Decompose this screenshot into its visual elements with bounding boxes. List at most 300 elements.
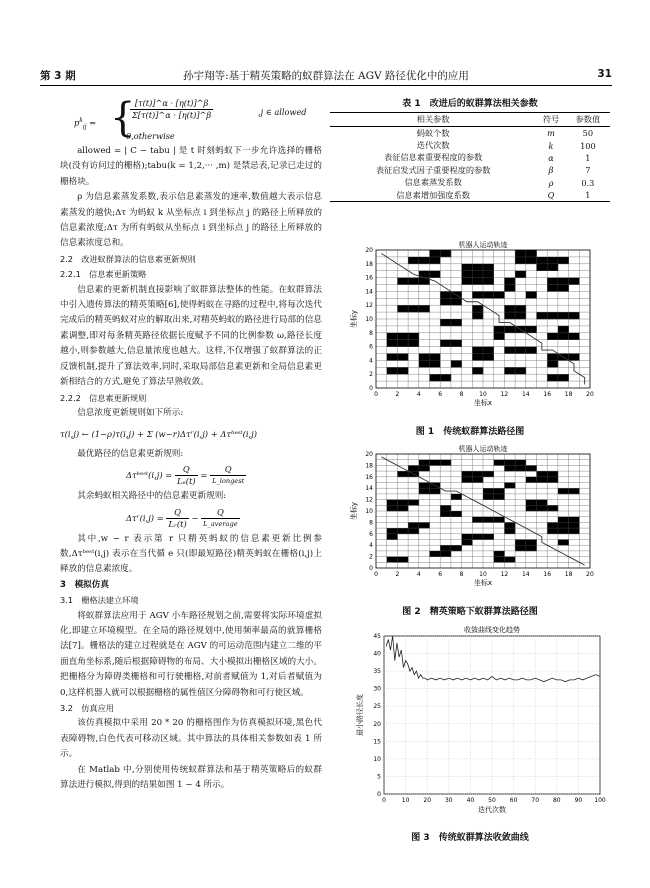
obstacle-cell [472, 367, 483, 374]
obstacle-cell [462, 271, 473, 278]
obstacle-cell [483, 517, 494, 523]
obstacle-cell [569, 517, 580, 523]
obstacle-cell [515, 250, 526, 257]
obstacle-cell [504, 465, 515, 471]
obstacle-cell [483, 291, 494, 298]
y-tick-label: 4 [369, 542, 373, 550]
x-tick-label: 10 [479, 571, 487, 578]
probability-equation: $p^k_{ij}$ = { $\frac{[\tau(t)]\^{}\alpha \cdot [\eta(t)]\^{}\beta}{\Sigma[\tau(t)]\^{}\alpha \cdot [\eta(t)]\^{}\beta}$ ,j ∈ allowed 0,otherwise [60, 96, 322, 144]
y-tick-label: 14 [365, 485, 373, 493]
th-symbol: 符号 [536, 113, 565, 127]
para-matlab: 在 Matlab 中,分别使用传统蚁群算法和基于精英策略后的蚁群算法进行模拟,得到的结果如图 1 − 4 所示。 [60, 764, 322, 791]
obstacle-cell [526, 465, 537, 471]
obstacle-cell [483, 347, 494, 354]
heading-2-2-2: 2.2.2 信息素更新规则 [60, 392, 147, 403]
para-grid-env: 将蚁群算法应用于 AGV 小车路径规划之前,需要将实际环境虚拟化,即建立环境模型。在全局的路径规划中,使用频率最高的就算栅格法[7]。栅格法的建立过程就是在 AGV 的可运动范围内建立二维的平面直角坐标系,随后根据障碍物的布局、大小模拟出栅格区域的大小。把栅格分为障碍类栅格和可行驶栅格,对前者赋值为 1,对后者赋值为 0,这样机器人就可以根据栅格的属性值区分障碍物和可行使区域。 [60, 610, 322, 698]
obstacle-cell [462, 477, 473, 483]
obstacle-cell [504, 528, 515, 534]
y-tick-label: 10 [365, 316, 373, 323]
eq-best-frac2 [210, 464, 246, 487]
obstacle-cell [526, 291, 537, 298]
x-tick-label: 2 [395, 391, 400, 398]
obstacle-cell [494, 333, 505, 340]
y-tick-label: 18 [365, 462, 373, 470]
obstacle-cell [397, 354, 408, 361]
x-tick-label: 20 [586, 391, 594, 398]
y-tick-label: 8 [369, 329, 373, 337]
obstacle-cell [419, 354, 430, 361]
y-tick-label: 35 [373, 668, 381, 676]
y-tick-label: 25 [373, 703, 381, 711]
obstacle-cell [558, 374, 569, 381]
obstacle-cell [430, 374, 441, 381]
eq-best-d2: L_longest [212, 477, 245, 486]
eq-numerator: [τ(t)]^α · [η(t)]^β [130, 98, 213, 110]
cell-param: 迭代次数 [416, 140, 450, 151]
y-tick-label: 5 [377, 773, 381, 781]
obstacle-cell [537, 505, 548, 511]
obstacle-cell [526, 257, 537, 264]
obstacle-cell [494, 291, 505, 298]
obstacle-cell [462, 471, 473, 477]
obstacle-cell [483, 494, 494, 500]
obstacle-cell [408, 500, 419, 506]
para-rho: ρ 为信息素蒸发系数,表示信息素蒸发的速率,数值越大表示信息素蒸发的越快;Δτ 为蚂蚁 k 从坐标点 i 到坐标点 j 的路径上所释放的信息素浓度;Δτ 为所有蚂蚁从坐标点 i 到坐标点 j 的路径上所释放的信息素浓度总和。 [60, 192, 322, 249]
obstacle-cell [558, 278, 569, 285]
cell-param: 信息素蒸发系数 [404, 177, 462, 188]
obstacle-cell [419, 460, 430, 466]
obstacle-cell [515, 347, 526, 354]
obstacle-cell [547, 505, 558, 511]
y-tick-label: 4 [369, 357, 373, 365]
table-row [330, 127, 610, 140]
para-other-rule: 其余蚂蚁相关路径中的信息素更新规则: [77, 491, 227, 502]
issue-number: 第 3 期 [40, 70, 76, 82]
obstacle-cell [472, 271, 483, 278]
eq-other-minus: − [191, 512, 199, 523]
obstacle-cell [558, 333, 569, 340]
obstacle-cell [430, 488, 441, 494]
eq-other-d1: Lᵣ(t) [168, 518, 187, 529]
obstacle-cell [569, 333, 580, 340]
obstacle-cell [408, 257, 419, 264]
obstacle-cell [472, 477, 483, 483]
obstacle-cell [430, 257, 441, 264]
obstacle-cell [547, 374, 558, 381]
obstacle-cell [472, 347, 483, 354]
th-value: 参数值 [566, 113, 610, 127]
para-simulation: 该仿真模拟中采用 20 * 20 的栅格图作为仿真模拟环境,黑色代表障碍物,白色代表可移动区域。其中算法的具体相关参数如表 1 所示。 [60, 718, 322, 760]
running-header [40, 68, 612, 84]
obstacle-cell [472, 278, 483, 285]
x-axis-label: 坐标x [473, 579, 493, 587]
obstacle-cell [408, 278, 419, 285]
y-tick-label: 20 [365, 451, 373, 458]
chart-title: 机器人运动轨迹 [458, 445, 508, 453]
obstacle-cell [483, 354, 494, 361]
obstacle-cell [430, 271, 441, 278]
y-tick-label: 8 [369, 519, 373, 527]
eq-p-sub: ij [82, 123, 87, 131]
obstacle-cell [483, 264, 494, 271]
obstacle-cell [472, 471, 483, 477]
cell-symbol: m [547, 128, 555, 139]
cell-param: 信息素增加强度系数 [330, 189, 536, 202]
obstacle-cell [451, 319, 462, 326]
obstacle-cell [483, 471, 494, 477]
figure-2-grid-path [348, 440, 610, 594]
obstacle-cell [504, 483, 515, 489]
obstacle-cell [526, 326, 537, 333]
obstacle-cell [440, 505, 451, 511]
obstacle-cell [408, 465, 419, 471]
x-tick-label: 10 [401, 797, 410, 804]
running-title: 孙宇翔等:基于精英策略的蚁群算法在 AGV 路径优化中的应用 [183, 70, 469, 82]
obstacle-cell [526, 347, 537, 354]
obstacle-cell [430, 460, 441, 466]
y-axis-label: 最小路径长度 [356, 694, 364, 736]
obstacle-cell [494, 494, 505, 500]
obstacle-cell [440, 511, 451, 517]
y-tick-label: 16 [365, 473, 373, 481]
obstacle-cell [419, 257, 430, 264]
eq-update-rule: τ(i,j) ← (1−ρ)τ(i,j) + Σ (w−r)Δτʳ(i,j) + Δτᵇᵉˢᵗ(i,j) [60, 429, 258, 440]
obstacle-cell [537, 257, 548, 264]
obstacle-cell [558, 285, 569, 292]
y-tick-label: 40 [373, 650, 381, 658]
obstacle-cell [440, 374, 451, 381]
cell-value: 0.3 [581, 177, 595, 188]
x-tick-label: 20 [423, 797, 432, 804]
obstacle-cell [504, 522, 515, 528]
obstacle-cell [419, 465, 430, 471]
y-tick-label: 12 [365, 302, 373, 310]
obstacle-cell [397, 528, 408, 534]
x-axis-label: 迭代次数 [478, 806, 506, 814]
obstacle-cell [397, 340, 408, 347]
obstacle-cell [526, 545, 537, 551]
obstacle-cell [537, 477, 548, 483]
table-row [330, 139, 610, 151]
obstacle-cell [494, 517, 505, 523]
x-tick-label: 14 [521, 571, 530, 578]
obstacle-cell [472, 305, 483, 312]
obstacle-cell [526, 477, 537, 483]
eq-brace: { [110, 95, 136, 141]
obstacle-cell [387, 534, 398, 540]
obstacle-cell [472, 264, 483, 271]
obstacle-cell [515, 305, 526, 312]
obstacle-cell [430, 551, 441, 557]
cell-symbol: Q [536, 189, 565, 202]
cell-symbol: α [548, 152, 554, 163]
obstacle-cell [451, 545, 462, 551]
obstacle-cell [430, 360, 441, 367]
figure-2-caption: 图 2 精英策略下蚁群算法路径图 [402, 607, 538, 617]
obstacle-cell [558, 517, 569, 523]
eq-denominator: Σ[τ(t)]^α · [η(t)]^β [132, 110, 212, 120]
y-tick-label: 20 [365, 247, 373, 254]
obstacle-cell [504, 285, 515, 292]
para-best-rule: 最优路径的信息素更新规则: [77, 448, 184, 459]
obstacle-cell [504, 367, 515, 374]
para-where: 其中,w − r 表示第 r 只精英蚂蚁的信息素更新比例参数,Δτᵇᵉˢᵗ(i,j) 表示在当代循 e 只(即最短路径)精英蚂蚁在栅格(i,j)上释放的信息素浓度。 [60, 533, 322, 575]
y-tick-label: 2 [369, 553, 373, 561]
obstacle-cell [483, 278, 494, 285]
x-tick-label: 2 [395, 571, 400, 578]
cell-value: 50 [582, 128, 594, 139]
eq-other-frac1 [166, 507, 188, 530]
x-tick-label: 4 [416, 391, 421, 398]
obstacle-cell [408, 340, 419, 347]
header-rule [40, 85, 612, 86]
x-tick-label: 40 [466, 797, 475, 804]
obstacle-cell [547, 471, 558, 477]
obstacle-cell [397, 367, 408, 374]
x-tick-label: 18 [564, 391, 573, 398]
x-tick-label: 60 [509, 797, 518, 804]
obstacle-cell [504, 460, 515, 466]
eq-other-d2: L_average [203, 519, 238, 528]
figure-3-caption: 图 3 传统蚁群算法收敛曲线 [411, 833, 529, 843]
obstacle-cell [397, 500, 408, 506]
y-tick-label: 30 [373, 685, 381, 693]
x-tick-label: 50 [488, 797, 496, 804]
eq-other-frac2 [201, 507, 239, 530]
heading-2-2: 2.2 改进蚁群算法的信息素更新规则 [60, 253, 196, 264]
eq-condition-1: ,j ∈ allowed [258, 107, 307, 117]
obstacle-cell [569, 278, 580, 285]
obstacle-cell [387, 333, 398, 340]
obstacle-cell [408, 333, 419, 340]
cell-value: 1 [585, 152, 591, 163]
obstacle-cell [397, 333, 408, 340]
obstacle-cell [472, 534, 483, 540]
x-tick-label: 14 [521, 391, 530, 398]
table-header-row [330, 113, 610, 127]
para-update-strategy: 信息素的更新机制直接影响了蚁群算法整体的性能。在蚁群算法中引入遗传算法的精英策略[6],使得蚂蚁在寻路的过程中,将每次迭代完成后的精英蚂蚁对应的解取出来,对精英蚂蚁的路径进行局部的信息素调整,即对每条精英路径依据长度赋予不同的比例参数 ω,路径长度越小,则参数越大,信息量浓度也越大。这样,不仅增强了蚁群算法的正反馈机制,提升了算法效率,同时,采取局部信息素更新和全局信息素更新相结合的方式,避免了算法早熟收敛。 [60, 284, 322, 388]
figure-1-grid-path [348, 236, 610, 414]
obstacle-cell [515, 465, 526, 471]
y-tick-label: 14 [365, 288, 373, 296]
y-tick-label: 0 [369, 565, 373, 572]
eq-best-frac1 [175, 464, 198, 487]
x-tick-label: 12 [500, 391, 509, 398]
obstacle-cell [494, 557, 505, 563]
obstacle-cell [569, 312, 580, 319]
obstacle-cell [408, 528, 419, 534]
y-tick-label: 20 [373, 720, 381, 728]
obstacle-cell [387, 340, 398, 347]
obstacle-cell [547, 333, 558, 340]
obstacle-cell [526, 250, 537, 257]
obstacle-cell [397, 278, 408, 285]
x-tick-label: 8 [459, 391, 464, 398]
obstacle-cell [526, 505, 537, 511]
x-tick-label: 100 [594, 797, 606, 804]
obstacle-cell [462, 264, 473, 271]
figure-3-convergence [354, 622, 610, 818]
obstacle-cell [440, 551, 451, 557]
obstacle-cell [483, 271, 494, 278]
obstacle-cell [387, 557, 398, 563]
obstacle-cell [462, 278, 473, 285]
y-tick-label: 18 [365, 260, 373, 268]
obstacle-cell [515, 540, 526, 546]
obstacle-cell [537, 471, 548, 477]
eq-best-d1: Lₑ(t) [176, 476, 196, 487]
y-tick-label: 0 [369, 385, 373, 392]
y-tick-label: 12 [365, 496, 373, 504]
obstacle-cell [515, 460, 526, 466]
obstacle-cell [547, 312, 558, 319]
cell-param: 蚂蚁个数 [416, 127, 450, 138]
eq-best-lhs: Δτᵇᵉˢᵗ(i,j) = [126, 470, 173, 481]
heading-3-1: 3.1 栅格法建立环境 [60, 595, 139, 606]
eq-other-n2: Q [201, 507, 239, 519]
table-1-caption: 表 1 改进后的蚁群算法相关参数 [402, 99, 538, 109]
x-tick-label: 10 [479, 391, 487, 398]
y-tick-label: 6 [369, 343, 373, 351]
obstacle-cell [397, 505, 408, 511]
obstacle-cell [451, 511, 462, 517]
obstacle-cell [547, 354, 558, 361]
heading-3: 3 模拟仿真 [60, 579, 109, 590]
page-number: 31 [597, 68, 612, 80]
y-tick-label: 10 [365, 508, 373, 515]
cell-value: 7 [585, 165, 591, 176]
obstacle-cell [547, 264, 558, 271]
eq-other-n1: Q [166, 507, 188, 519]
obstacle-cell [451, 298, 462, 305]
obstacle-cell [494, 326, 505, 333]
y-tick-label: 45 [373, 633, 381, 640]
obstacle-cell [515, 312, 526, 319]
x-tick-label: 6 [438, 571, 443, 578]
obstacle-cell [451, 494, 462, 500]
obstacle-cell [440, 250, 451, 257]
obstacle-cell [569, 354, 580, 361]
x-tick-label: 16 [543, 571, 552, 578]
obstacle-cell [547, 522, 558, 528]
obstacle-cell [558, 488, 569, 494]
x-tick-label: 4 [416, 571, 421, 578]
x-tick-label: 0 [374, 571, 378, 578]
eq-p: p [74, 117, 80, 128]
cell-value: 1 [566, 189, 610, 202]
obstacle-cell [472, 517, 483, 523]
cell-symbol: k [548, 140, 554, 151]
y-tick-label: 16 [365, 274, 373, 282]
y-tick-label: 6 [369, 530, 373, 538]
obstacle-cell [558, 540, 569, 546]
obstacle-cell [397, 557, 408, 563]
obstacle-cell [472, 291, 483, 298]
table-row [330, 189, 610, 202]
x-tick-label: 70 [531, 797, 540, 804]
heading-2-2-1: 2.2.1 信息素更新策略 [60, 269, 147, 280]
obstacle-cell [537, 312, 548, 319]
table-row [330, 152, 610, 164]
x-tick-label: 0 [382, 797, 386, 804]
table-row [330, 164, 610, 176]
obstacle-cell [504, 347, 515, 354]
obstacle-cell [440, 545, 451, 551]
y-axis-label: 坐标y [350, 309, 358, 329]
obstacle-cell [558, 326, 569, 333]
eq-other-lhs: Δτʳ(i,j) = [126, 512, 164, 523]
obstacle-cell [515, 271, 526, 278]
obstacle-cell [397, 471, 408, 477]
obstacle-cell [387, 505, 398, 511]
eq-fraction [130, 98, 213, 121]
obstacle-cell [537, 500, 548, 506]
y-axis-label: 坐标y [350, 501, 358, 521]
chart-title: 收敛曲线变化趋势 [464, 626, 520, 634]
obstacle-cell [483, 488, 494, 494]
obstacle-cell [558, 257, 569, 264]
cell-value: 100 [580, 140, 596, 151]
th-param: 相关参数 [330, 113, 536, 127]
obstacle-cell [451, 340, 462, 347]
obstacle-cell [397, 305, 408, 312]
obstacle-cell [419, 522, 430, 528]
obstacle-cell [558, 528, 569, 534]
obstacle-cell [419, 483, 430, 489]
obstacle-cell [547, 477, 558, 483]
obstacle-cell [515, 257, 526, 264]
para-update-rule-intro: 信息浓度更新规则如下所示: [77, 407, 184, 418]
x-tick-label: 20 [586, 571, 594, 578]
eq-best-n2: Q [210, 464, 246, 476]
obstacle-cell [547, 285, 558, 292]
x-axis-label: 坐标x [473, 399, 493, 407]
obstacle-cell [408, 522, 419, 528]
obstacle-cell [387, 367, 398, 374]
obstacle-cell [408, 305, 419, 312]
obstacle-cell [440, 340, 451, 347]
y-tick-label: 0 [377, 791, 381, 798]
obstacle-cell [387, 500, 398, 506]
obstacle-cell [419, 360, 430, 367]
obstacle-cell [526, 500, 537, 506]
x-tick-label: 0 [374, 391, 378, 398]
obstacle-cell [462, 534, 473, 540]
obstacle-cell [547, 257, 558, 264]
obstacle-cell [569, 528, 580, 534]
obstacle-cell [558, 312, 569, 319]
y-tick-label: 15 [373, 738, 381, 746]
obstacle-cell [472, 312, 483, 319]
obstacle-cell [504, 278, 515, 285]
table-1 [330, 112, 610, 202]
obstacle-cell [387, 528, 398, 534]
x-tick-label: 12 [500, 571, 509, 578]
obstacle-cell [440, 298, 451, 305]
eq-best-rule [60, 462, 322, 489]
x-tick-label: 30 [444, 797, 453, 804]
obstacle-cell [451, 360, 462, 367]
chart-title: 机器人运动轨迹 [458, 241, 508, 249]
obstacle-cell [558, 522, 569, 528]
obstacle-cell [494, 460, 505, 466]
obstacle-cell [462, 540, 473, 546]
obstacle-cell [504, 326, 515, 333]
x-tick-label: 6 [438, 391, 443, 398]
obstacle-cell [504, 305, 515, 312]
obstacle-cell [547, 278, 558, 285]
cell-symbol: ρ [548, 177, 554, 188]
